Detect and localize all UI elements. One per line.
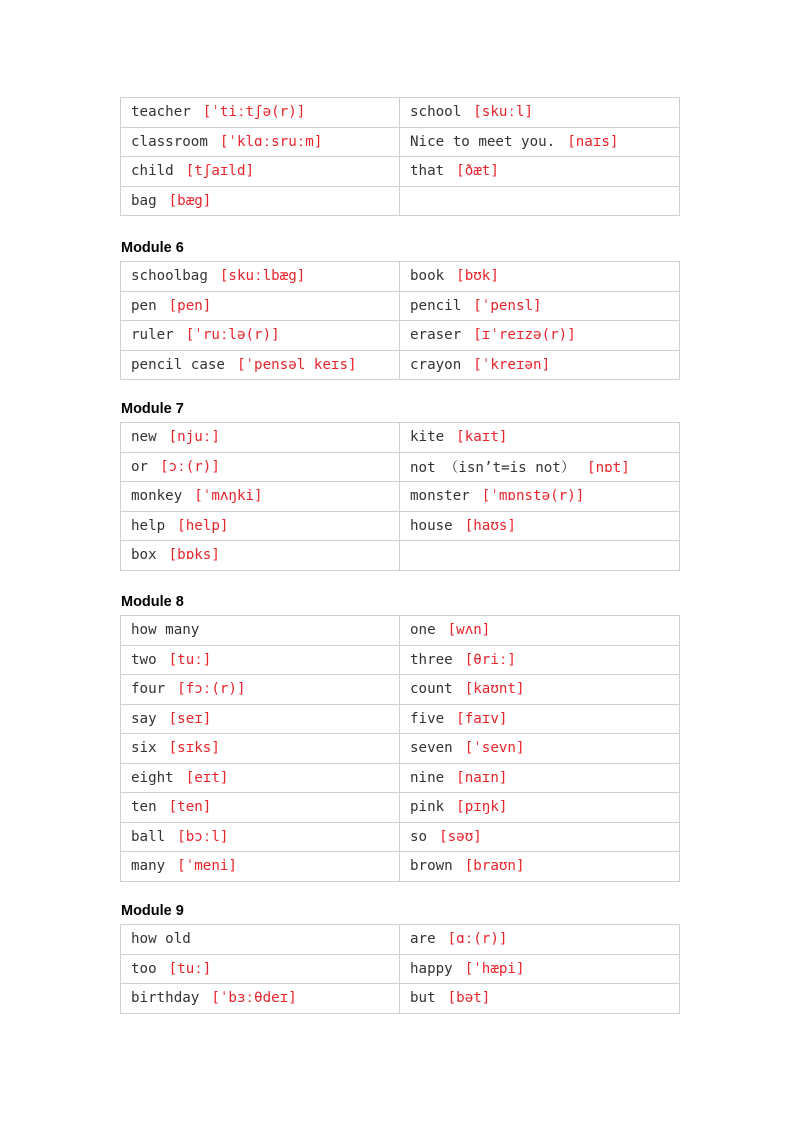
- vocab-cell: [400, 482, 680, 512]
- word: how old: [131, 931, 191, 948]
- vocab-cell: [121, 925, 400, 955]
- table-row: [121, 482, 680, 512]
- phonetic: [kaɪt]: [456, 429, 508, 446]
- phonetic: [ˈtiːtʃə(r)]: [202, 104, 306, 121]
- phonetic: [naɪn]: [456, 769, 508, 786]
- vocab-cell: [400, 127, 680, 157]
- phonetic: [pɪŋk]: [456, 799, 508, 816]
- vocab-cell: [400, 321, 680, 351]
- phonetic: [naɪs]: [567, 133, 619, 150]
- word: help: [131, 517, 166, 534]
- table-row: [121, 763, 680, 793]
- word: brown: [410, 858, 453, 875]
- phonetic: [seɪ]: [168, 710, 212, 727]
- phonetic: [help]: [177, 517, 229, 534]
- phonetic: [ɪˈreɪzə(r)]: [473, 327, 576, 344]
- phonetic: [ɑː(r)]: [447, 931, 508, 948]
- module-heading: Module 6: [121, 240, 184, 256]
- table-row: [121, 321, 680, 351]
- phonetic: [ˈmɒnstə(r)]: [481, 488, 585, 505]
- word: monkey: [131, 488, 183, 505]
- word: three: [410, 651, 453, 668]
- vocab-cell: [121, 511, 400, 541]
- word: box: [131, 547, 157, 564]
- vocab-cell: [400, 704, 680, 734]
- vocab-cell: [121, 616, 400, 646]
- phonetic: [bæg]: [168, 192, 212, 209]
- word: count: [410, 681, 453, 698]
- phonetic: [wʌn]: [447, 622, 491, 639]
- vocab-cell: [121, 452, 400, 482]
- vocab-cell: [400, 675, 680, 705]
- phonetic: [ðæt]: [456, 163, 499, 180]
- vocab-cell: [121, 321, 400, 351]
- phonetic: [ˈsevn]: [464, 740, 525, 757]
- phonetic: [kaʊnt]: [464, 681, 525, 698]
- word: schoolbag: [131, 268, 208, 285]
- table-row: [121, 645, 680, 675]
- table-row: [121, 541, 680, 571]
- vocab-cell: [121, 852, 400, 882]
- word: six: [131, 740, 157, 757]
- vocab-cell: [121, 704, 400, 734]
- vocab-cell: [121, 186, 400, 216]
- vocab-cell: [400, 822, 680, 852]
- phonetic: [bɒks]: [168, 547, 220, 564]
- word: eight: [131, 769, 174, 786]
- word: eraser: [410, 327, 462, 344]
- vocab-table-module-9: [120, 924, 680, 1014]
- table-row: [121, 704, 680, 734]
- word: happy: [410, 960, 453, 977]
- table-row: [121, 925, 680, 955]
- phonetic: [eɪt]: [185, 769, 229, 786]
- word: say: [131, 710, 157, 727]
- word: are: [410, 931, 436, 948]
- vocab-cell: [400, 645, 680, 675]
- vocab-cell: [121, 763, 400, 793]
- vocab-cell: [400, 350, 680, 380]
- word: pink: [410, 799, 445, 816]
- vocab-cell: [400, 452, 680, 482]
- phonetic: [njuː]: [168, 429, 220, 446]
- vocab-cell: [121, 350, 400, 380]
- word: that: [410, 163, 445, 180]
- phonetic: [ˈmeni]: [177, 858, 237, 875]
- word: too: [131, 960, 157, 977]
- vocab-cell: [400, 262, 680, 292]
- word: seven: [410, 740, 453, 757]
- vocab-cell: [400, 954, 680, 984]
- vocab-cell: [121, 793, 400, 823]
- module-heading: Module 7: [121, 401, 184, 417]
- phonetic: [faɪv]: [456, 710, 508, 727]
- word: book: [410, 268, 445, 285]
- phonetic: [pen]: [168, 297, 212, 314]
- phonetic: [fɔː(r)]: [177, 681, 246, 698]
- phonetic: [bʊk]: [456, 268, 499, 285]
- word: bag: [131, 192, 157, 209]
- vocab-table-module-8: [120, 615, 680, 882]
- phonetic: [ˈpensl]: [473, 297, 542, 314]
- phonetic: [tʃaɪld]: [185, 163, 255, 180]
- phonetic: [ˈruːlə(r)]: [185, 327, 280, 344]
- vocab-cell: [121, 423, 400, 453]
- word: school: [410, 104, 462, 121]
- vocab-table-module-7: [120, 422, 680, 571]
- vocab-cell: [121, 541, 400, 571]
- word: ruler: [131, 327, 174, 344]
- word: how many: [131, 622, 200, 639]
- module-heading: Module 8: [121, 594, 184, 610]
- word: ten: [131, 799, 157, 816]
- vocab-cell: [400, 763, 680, 793]
- vocab-table-module-5: [120, 97, 680, 216]
- vocab-cell: [121, 482, 400, 512]
- module-heading: Module 9: [121, 903, 184, 919]
- vocab-cell: [400, 793, 680, 823]
- word: new: [131, 429, 157, 446]
- phonetic: [skuːlbæg]: [219, 268, 306, 285]
- empty-cell: [400, 541, 680, 571]
- table-row: [121, 423, 680, 453]
- vocab-cell: [400, 925, 680, 955]
- word: classroom: [131, 133, 208, 150]
- table-row: [121, 616, 680, 646]
- word: pen: [131, 297, 157, 314]
- vocab-cell: [400, 616, 680, 646]
- word: but: [410, 990, 436, 1007]
- phonetic: [ˈmʌŋki]: [194, 488, 263, 505]
- phonetic: [θriː]: [464, 651, 516, 668]
- word: not （isn’t=is not）: [410, 459, 576, 476]
- table-row: [121, 157, 680, 187]
- word: two: [131, 651, 157, 668]
- vocab-cell: [121, 127, 400, 157]
- word: kite: [410, 429, 445, 446]
- table-row: [121, 734, 680, 764]
- phonetic: [sɪks]: [168, 740, 220, 757]
- phonetic: [haʊs]: [464, 517, 516, 534]
- phonetic: [ten]: [168, 799, 212, 816]
- vocab-cell: [400, 511, 680, 541]
- vocab-cell: [121, 734, 400, 764]
- phonetic: [nɒt]: [587, 459, 630, 476]
- vocab-cell: [121, 822, 400, 852]
- phonetic: [səʊ]: [439, 828, 482, 845]
- phonetic: [ˈbɜːθdeɪ]: [211, 990, 297, 1007]
- word: pencil case: [131, 356, 225, 373]
- table-row: [121, 954, 680, 984]
- vocab-cell: [121, 954, 400, 984]
- word: birthday: [131, 990, 200, 1007]
- vocab-cell: [400, 734, 680, 764]
- vocab-table-module-6: [120, 261, 680, 380]
- vocab-cell: [400, 852, 680, 882]
- phonetic: [bɔːl]: [177, 828, 229, 845]
- word: or: [131, 458, 149, 475]
- vocab-cell: [121, 645, 400, 675]
- phonetic: [braʊn]: [464, 858, 525, 875]
- phonetic: [ˈhæpi]: [464, 960, 525, 977]
- phonetic: [ˈklɑːsruːm]: [219, 133, 323, 150]
- vocab-cell: [400, 98, 680, 128]
- word: house: [410, 517, 453, 534]
- word: ball: [131, 828, 166, 845]
- table-row: [121, 98, 680, 128]
- vocab-cell: [400, 984, 680, 1014]
- table-row: [121, 852, 680, 882]
- table-row: [121, 350, 680, 380]
- word: one: [410, 622, 436, 639]
- word: nine: [410, 769, 445, 786]
- word: Nice to meet you.: [410, 133, 556, 150]
- vocab-cell: [400, 423, 680, 453]
- phonetic: [ˈpensəl keɪs]: [236, 356, 357, 373]
- word: five: [410, 710, 445, 727]
- table-row: [121, 291, 680, 321]
- table-row: [121, 452, 680, 482]
- word: so: [410, 828, 428, 845]
- word: crayon: [410, 356, 462, 373]
- table-row: [121, 127, 680, 157]
- table-row: [121, 793, 680, 823]
- table-row: [121, 822, 680, 852]
- table-row: [121, 511, 680, 541]
- empty-cell: [400, 186, 680, 216]
- word: monster: [410, 488, 470, 505]
- vocab-cell: [400, 157, 680, 187]
- vocab-cell: [121, 675, 400, 705]
- table-row: [121, 262, 680, 292]
- phonetic: [tuː]: [168, 651, 212, 668]
- word: child: [131, 163, 174, 180]
- vocab-cell: [121, 291, 400, 321]
- phonetic: [bət]: [447, 990, 491, 1007]
- phonetic: [skuːl]: [473, 104, 534, 121]
- vocab-cell: [121, 98, 400, 128]
- table-row: [121, 984, 680, 1014]
- word: four: [131, 681, 166, 698]
- phonetic: [ɔː(r)]: [160, 458, 220, 475]
- vocab-cell: [121, 157, 400, 187]
- phonetic: [tuː]: [168, 960, 212, 977]
- vocab-cell: [121, 984, 400, 1014]
- vocab-cell: [400, 291, 680, 321]
- phonetic: [ˈkreɪən]: [473, 356, 551, 373]
- word: pencil: [410, 297, 462, 314]
- word: many: [131, 858, 166, 875]
- table-row: [121, 675, 680, 705]
- word: teacher: [131, 104, 191, 121]
- table-row: [121, 186, 680, 216]
- vocab-cell: [121, 262, 400, 292]
